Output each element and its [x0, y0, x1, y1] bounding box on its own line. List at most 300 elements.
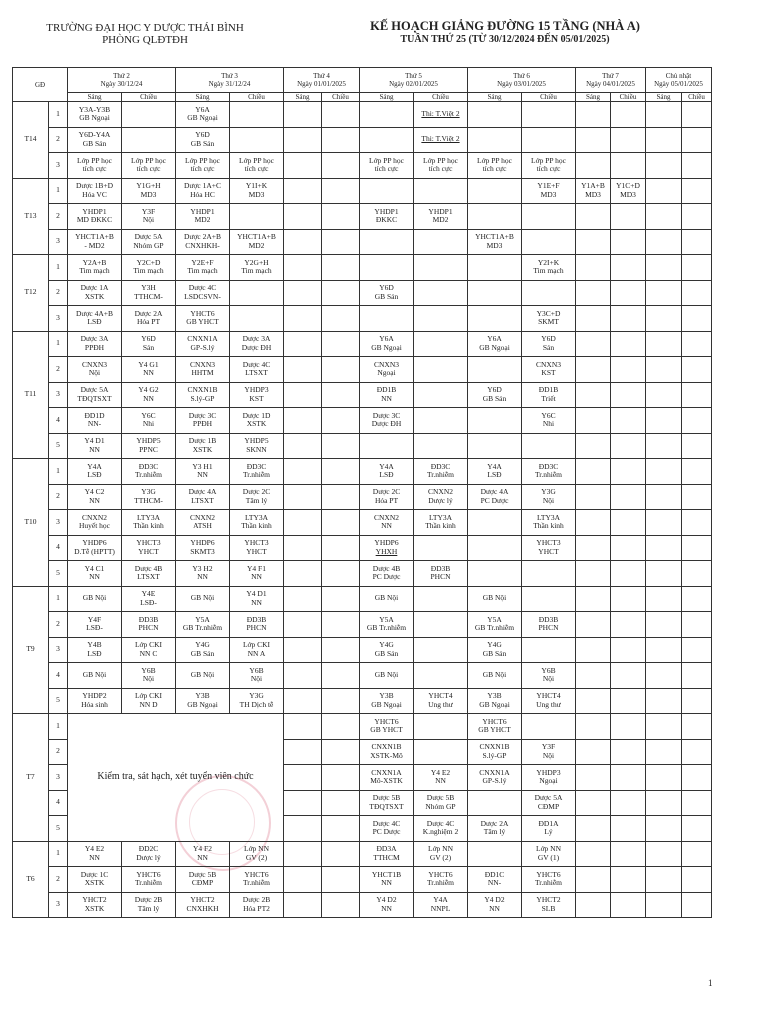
schedule-cell — [522, 229, 576, 255]
schedule-cell — [682, 510, 712, 536]
schedule-cell — [646, 280, 682, 306]
schedule-cell: GB Nội — [68, 586, 122, 612]
schedule-cell: YHCT6 Tr.nhiễm — [414, 867, 468, 893]
schedule-cell: YHDP3 Ngoại — [522, 765, 576, 791]
header-row-days — [13, 68, 712, 93]
schedule-cell: CNXN1A Mô-XSTK — [360, 765, 414, 791]
schedule-cell — [230, 280, 284, 306]
table-row — [13, 127, 712, 153]
page-title: KẾ HOẠCH GIẢNG ĐƯỜNG 15 TẦNG (NHÀ A) — [370, 19, 640, 33]
schedule-cell — [646, 408, 682, 434]
schedule-cell: Thi: T.Việt 2 — [414, 102, 468, 128]
schedule-cell — [414, 637, 468, 663]
schedule-cell: Lớp NN GV (1) — [522, 841, 576, 867]
schedule-cell: CNXN2 Dược lý — [414, 484, 468, 510]
schedule-cell — [284, 178, 322, 204]
room-number: 3 — [49, 892, 68, 918]
schedule-cell — [682, 867, 712, 893]
schedule-cell — [284, 280, 322, 306]
schedule-cell: Y6A GB Ngoại — [360, 331, 414, 357]
session-afternoon: Chiều — [122, 93, 176, 102]
schedule-cell: YHCT1B NN — [360, 867, 414, 893]
schedule-cell — [284, 841, 322, 867]
schedule-cell — [576, 790, 611, 816]
schedule-cell: ĐD3B PHCN — [522, 612, 576, 638]
schedule-cell: Y3G TH Dịch tễ — [230, 688, 284, 714]
schedule-cell: Lớp PP học tích cực — [122, 153, 176, 179]
schedule-cell — [284, 408, 322, 434]
schedule-cell: Y2G+H Tim mạch — [230, 255, 284, 281]
table-body — [13, 102, 712, 918]
room-number: 2 — [49, 280, 68, 306]
schedule-cell — [468, 204, 522, 230]
schedule-cell: YHCT6 GB YHCT — [176, 306, 230, 332]
schedule-cell: Y3G Nội — [522, 484, 576, 510]
schedule-cell: Y5A GB Tr.nhiễm — [176, 612, 230, 638]
table-row — [13, 867, 712, 893]
schedule-cell — [360, 535, 414, 561]
schedule-cell — [646, 637, 682, 663]
schedule-cell — [284, 127, 322, 153]
schedule-cell — [322, 510, 360, 536]
schedule-cell: Dược 4C LSDCSVN- — [176, 280, 230, 306]
schedule-cell: Thi: T.Việt 2 — [414, 127, 468, 153]
table-row — [13, 714, 712, 740]
schedule-cell — [284, 637, 322, 663]
schedule-cell — [646, 306, 682, 332]
schedule-cell: YHDP1 MD ĐKKC — [68, 204, 122, 230]
schedule-cell — [322, 790, 360, 816]
schedule-cell — [322, 637, 360, 663]
schedule-cell: YHDP5 SKNN — [230, 433, 284, 459]
schedule-cell — [576, 867, 611, 893]
day-header — [646, 68, 712, 93]
schedule-cell: Lớp PP học tích cực — [468, 153, 522, 179]
schedule-cell — [646, 204, 682, 230]
schedule-cell — [646, 459, 682, 485]
schedule-cell: Dược 1C XSTK — [68, 867, 122, 893]
schedule-cell: Y4 C1 NN — [68, 561, 122, 587]
table-row — [13, 688, 712, 714]
schedule-cell: ĐD2C Dược lý — [122, 841, 176, 867]
schedule-cell — [646, 688, 682, 714]
schedule-cell: CNXN1A GP-S.lý — [176, 331, 230, 357]
schedule-cell — [682, 178, 712, 204]
exam-notice: Kiểm tra, sát hạch, xét tuyển viên chức — [68, 714, 284, 842]
schedule-cell — [682, 663, 712, 689]
schedule-cell — [646, 102, 682, 128]
schedule-cell: Y4 E2 NN — [68, 841, 122, 867]
schedule-cell — [646, 178, 682, 204]
schedule-cell — [576, 637, 611, 663]
schedule-cell — [468, 280, 522, 306]
schedule-cell: Lớp PP học tích cực — [230, 153, 284, 179]
table-row — [13, 357, 712, 383]
session-morning: Sáng — [68, 93, 122, 102]
schedule-cell — [682, 102, 712, 128]
schedule-cell: Y6C Nhi — [522, 408, 576, 434]
schedule-cell — [284, 688, 322, 714]
schedule-cell: Y4 G2 NN — [122, 382, 176, 408]
schedule-cell: GB Nội — [468, 663, 522, 689]
schedule-cell — [360, 178, 414, 204]
room-number: 3 — [49, 510, 68, 536]
schedule-cell: Y3F Nội — [122, 204, 176, 230]
cell-line: YHXH — [375, 546, 398, 556]
schedule-cell — [682, 204, 712, 230]
schedule-cell: YHCT3 YHCT — [230, 535, 284, 561]
schedule-cell: YHCT6 Tr.nhiễm — [230, 867, 284, 893]
schedule-cell: YHCT2 SLB — [522, 892, 576, 918]
schedule-cell — [522, 714, 576, 740]
schedule-cell — [322, 459, 360, 485]
schedule-cell: Y3A-Y3B GB Ngoại — [68, 102, 122, 128]
schedule-cell — [611, 127, 646, 153]
schedule-cell: Y6A GB Ngoại — [468, 331, 522, 357]
table-row — [13, 663, 712, 689]
schedule-cell: GB Nội — [360, 586, 414, 612]
schedule-cell — [576, 484, 611, 510]
table-row — [13, 204, 712, 230]
schedule-cell: Dược 5A CĐMP — [522, 790, 576, 816]
schedule-cell — [646, 663, 682, 689]
schedule-cell: Y3G TTHCM- — [122, 484, 176, 510]
schedule-cell: Y1E+F MD3 — [522, 178, 576, 204]
schedule-cell — [682, 127, 712, 153]
week-range: TUẦN THỨ 25 (TỪ 30/12/2024 ĐẾN 05/01/2025) — [400, 34, 610, 45]
session-morning: Sáng — [360, 93, 414, 102]
schedule-cell: YHCT3 YHCT — [522, 535, 576, 561]
schedule-cell: Dược 5A TĐQTSXT — [68, 382, 122, 408]
schedule-cell — [322, 561, 360, 587]
schedule-cell — [611, 357, 646, 383]
schedule-cell — [322, 892, 360, 918]
schedule-cell — [646, 892, 682, 918]
room-number: 3 — [49, 382, 68, 408]
schedule-cell — [468, 433, 522, 459]
schedule-cell — [611, 867, 646, 893]
schedule-cell: YHCT4 Ung thư — [414, 688, 468, 714]
schedule-cell — [414, 535, 468, 561]
schedule-cell — [576, 229, 611, 255]
schedule-cell — [682, 739, 712, 765]
schedule-cell: Y3B GB Ngoại — [360, 688, 414, 714]
schedule-cell: Y3 H1 NN — [176, 459, 230, 485]
schedule-cell — [322, 586, 360, 612]
schedule-cell — [360, 255, 414, 281]
schedule-cell — [611, 612, 646, 638]
schedule-cell — [284, 892, 322, 918]
schedule-cell — [646, 127, 682, 153]
schedule-cell: CNXN3 HHTM — [176, 357, 230, 383]
schedule-cell — [576, 816, 611, 842]
schedule-cell: Y6D Sản — [122, 331, 176, 357]
session-afternoon: Chiều — [322, 93, 360, 102]
table-row — [13, 331, 712, 357]
schedule-cell: Dược 5B TĐQTSXT — [360, 790, 414, 816]
schedule-cell — [646, 816, 682, 842]
schedule-cell: Y4E LSĐ- — [122, 586, 176, 612]
schedule-cell: Y1C+D MD3 — [611, 178, 646, 204]
floor-label: T12 — [13, 255, 49, 332]
schedule-cell — [646, 433, 682, 459]
schedule-cell — [522, 637, 576, 663]
schedule-cell: Y3H TTHCM- — [122, 280, 176, 306]
schedule-cell: ĐD1C NN- — [468, 867, 522, 893]
schedule-cell — [682, 688, 712, 714]
schedule-cell — [414, 255, 468, 281]
schedule-cell: Y3B GB Ngoại — [176, 688, 230, 714]
schedule-cell — [682, 816, 712, 842]
schedule-cell: LTY3A Thần kinh — [122, 510, 176, 536]
schedule-cell — [611, 714, 646, 740]
schedule-cell — [682, 331, 712, 357]
schedule-cell — [468, 255, 522, 281]
page-header — [0, 10, 768, 60]
school-name: TRƯỜNG ĐẠI HỌC Y DƯỢC THÁI BÌNH — [46, 22, 244, 34]
schedule-cell — [414, 612, 468, 638]
table-row — [13, 612, 712, 638]
schedule-cell: Lớp CKI NN D — [122, 688, 176, 714]
schedule-cell: Dược 1D XSTK — [230, 408, 284, 434]
table-row — [13, 229, 712, 255]
schedule-cell: ĐD3C Tr.nhiễm — [230, 459, 284, 485]
schedule-cell — [322, 153, 360, 179]
day-date: Ngày 31/12/24 — [208, 80, 251, 88]
schedule-cell — [646, 510, 682, 536]
schedule-cell — [611, 765, 646, 791]
table-row — [13, 255, 712, 281]
schedule-cell — [682, 637, 712, 663]
room-number: 1 — [49, 459, 68, 485]
schedule-cell: Y4 F1 NN — [230, 561, 284, 587]
schedule-cell: Lớp NN GV (2) — [230, 841, 284, 867]
schedule-cell — [576, 102, 611, 128]
schedule-cell: Dược 1B+D Hóa VC — [68, 178, 122, 204]
schedule-cell — [576, 586, 611, 612]
schedule-cell — [284, 765, 322, 791]
day-header — [468, 68, 576, 93]
schedule-cell — [522, 561, 576, 587]
schedule-cell — [576, 892, 611, 918]
schedule-cell: YHDP6 SKMT3 — [176, 535, 230, 561]
schedule-cell: YHCT1A+B - MD2 — [68, 229, 122, 255]
schedule-cell — [360, 433, 414, 459]
schedule-cell: Dược 2A Hóa PT — [122, 306, 176, 332]
schedule-cell — [576, 841, 611, 867]
schedule-cell: Y4G GB Sản — [468, 637, 522, 663]
schedule-cell: YHDP2 Hóa sinh — [68, 688, 122, 714]
schedule-cell: ĐD3B PHCN — [122, 612, 176, 638]
schedule-cell — [682, 153, 712, 179]
schedule-cell — [468, 790, 522, 816]
schedule-cell: Y6D Sản — [522, 331, 576, 357]
schedule-cell — [322, 484, 360, 510]
schedule-cell: Dược 4A+B LSĐ — [68, 306, 122, 332]
schedule-cell: ĐD3B PHCN — [414, 561, 468, 587]
schedule-cell — [646, 790, 682, 816]
room-number: 2 — [49, 204, 68, 230]
schedule-cell: Dược 2A+B CNXHKH- — [176, 229, 230, 255]
schedule-cell — [611, 280, 646, 306]
day-date: Ngày 04/01/2025 — [586, 80, 635, 88]
table-row — [13, 408, 712, 434]
schedule-cell — [611, 306, 646, 332]
schedule-cell — [414, 306, 468, 332]
schedule-cell: YHDP1 ĐKKC — [360, 204, 414, 230]
schedule-cell: Y4 D1 NN — [230, 586, 284, 612]
schedule-cell — [284, 459, 322, 485]
schedule-cell: ĐD1B NN — [360, 382, 414, 408]
schedule-cell — [468, 535, 522, 561]
schedule-cell — [576, 433, 611, 459]
room-number: 1 — [49, 331, 68, 357]
table-row — [13, 484, 712, 510]
schedule-cell: Y2C+D Tim mạch — [122, 255, 176, 281]
floor-label: T10 — [13, 459, 49, 587]
schedule-cell — [322, 204, 360, 230]
floor-label: T6 — [13, 841, 49, 918]
schedule-cell: Dược 1A+C Hóa HC — [176, 178, 230, 204]
schedule-cell — [284, 867, 322, 893]
schedule-cell — [576, 612, 611, 638]
schedule-cell: Y4A NNPL — [414, 892, 468, 918]
schedule-cell — [322, 306, 360, 332]
schedule-cell — [611, 459, 646, 485]
day-name: Thứ 6 — [513, 72, 530, 80]
schedule-cell — [284, 357, 322, 383]
cell-line: YHDP6 — [374, 538, 399, 548]
room-number: 1 — [49, 586, 68, 612]
schedule-cell — [414, 382, 468, 408]
schedule-cell: Lớp PP học tích cực — [176, 153, 230, 179]
schedule-cell — [646, 484, 682, 510]
schedule-cell — [322, 816, 360, 842]
schedule-cell: CNXN1B XSTK-Mô — [360, 739, 414, 765]
schedule-cell — [611, 892, 646, 918]
schedule-cell — [611, 790, 646, 816]
schedule-cell: Lớp PP học tích cực — [522, 153, 576, 179]
schedule-cell: CNXN1B S.lý-GP — [468, 739, 522, 765]
schedule-cell: LTY3A Thần kinh — [414, 510, 468, 536]
schedule-cell — [576, 153, 611, 179]
schedule-cell: ĐD3C Tr.nhiễm — [122, 459, 176, 485]
schedule-cell: Y3C+D SKMT — [522, 306, 576, 332]
schedule-cell — [682, 892, 712, 918]
schedule-cell — [322, 127, 360, 153]
schedule-cell — [646, 382, 682, 408]
schedule-cell — [468, 127, 522, 153]
schedule-cell: Y5A GB Tr.nhiễm — [360, 612, 414, 638]
schedule-cell — [522, 280, 576, 306]
schedule-cell: Dược 2B Hóa PT2 — [230, 892, 284, 918]
schedule-cell: Dược 5B Nhóm GP — [414, 790, 468, 816]
schedule-cell: Y4 C2 NN — [68, 484, 122, 510]
schedule-cell — [468, 357, 522, 383]
schedule-cell: Y4F LSĐ- — [68, 612, 122, 638]
room-number: 4 — [49, 408, 68, 434]
schedule-cell: Y1A+B MD3 — [576, 178, 611, 204]
schedule-cell — [322, 535, 360, 561]
schedule-cell — [468, 408, 522, 434]
schedule-cell: Lớp CKI NN A — [230, 637, 284, 663]
schedule-cell: Dược 3A Dược ĐH — [230, 331, 284, 357]
floor-label: T9 — [13, 586, 49, 714]
schedule-cell: CNXN3 KST — [522, 357, 576, 383]
session-morning: Sáng — [176, 93, 230, 102]
schedule-cell: CNXN3 Nội — [68, 357, 122, 383]
schedule-cell: Dược 4A LTSXT — [176, 484, 230, 510]
schedule-cell: CNXN1A GP-S.lý — [468, 765, 522, 791]
room-number: 1 — [49, 714, 68, 740]
schedule-cell — [468, 510, 522, 536]
room-number: 2 — [49, 484, 68, 510]
schedule-cell — [322, 841, 360, 867]
schedule-cell — [322, 382, 360, 408]
schedule-cell — [646, 586, 682, 612]
schedule-cell — [576, 408, 611, 434]
schedule-cell: Y6D-Y4A GB Sản — [68, 127, 122, 153]
schedule-cell: Dược 4C K.nghiệm 2 — [414, 816, 468, 842]
schedule-cell: Y3B GB Ngoại — [468, 688, 522, 714]
schedule-cell — [414, 280, 468, 306]
schedule-cell: YHDP6 D.Tễ (HPTT) — [68, 535, 122, 561]
table-row — [13, 153, 712, 179]
schedule-cell — [646, 841, 682, 867]
table-row — [13, 535, 712, 561]
schedule-cell — [230, 102, 284, 128]
schedule-cell — [682, 535, 712, 561]
schedule-cell: Y1G+H MD3 — [122, 178, 176, 204]
schedule-cell — [646, 255, 682, 281]
schedule-cell — [682, 229, 712, 255]
schedule-cell: Y6A GB Ngoại — [176, 102, 230, 128]
room-number: 1 — [49, 841, 68, 867]
schedule-cell — [322, 331, 360, 357]
schedule-cell — [646, 739, 682, 765]
schedule-cell — [284, 331, 322, 357]
schedule-cell: CNXN1B S.lý-GP — [176, 382, 230, 408]
schedule-cell — [468, 178, 522, 204]
schedule-cell — [611, 841, 646, 867]
schedule-cell — [322, 867, 360, 893]
room-number: 4 — [49, 663, 68, 689]
schedule-cell: YHCT2 XSTK — [68, 892, 122, 918]
room-number: 3 — [49, 229, 68, 255]
schedule-cell: Dược 4A PC Dược — [468, 484, 522, 510]
schedule-cell — [322, 714, 360, 740]
schedule-cell: GB Nội — [176, 586, 230, 612]
schedule-cell — [611, 153, 646, 179]
schedule-cell: YHDP1 MD2 — [176, 204, 230, 230]
header-row-sessions — [13, 93, 712, 102]
schedule-cell: GB Nội — [468, 586, 522, 612]
day-date: Ngày 30/12/24 — [100, 80, 143, 88]
schedule-cell: Lớp PP học tích cực — [360, 153, 414, 179]
schedule-cell — [646, 357, 682, 383]
schedule-cell — [646, 535, 682, 561]
schedule-cell — [682, 484, 712, 510]
schedule-cell — [611, 739, 646, 765]
schedule-cell — [322, 357, 360, 383]
schedule-cell — [522, 102, 576, 128]
schedule-cell — [576, 357, 611, 383]
schedule-cell: Lớp CKI NN C — [122, 637, 176, 663]
institution-block — [25, 22, 265, 46]
schedule-cell — [576, 688, 611, 714]
schedule-cell — [284, 790, 322, 816]
schedule-cell: Y6B Nội — [230, 663, 284, 689]
